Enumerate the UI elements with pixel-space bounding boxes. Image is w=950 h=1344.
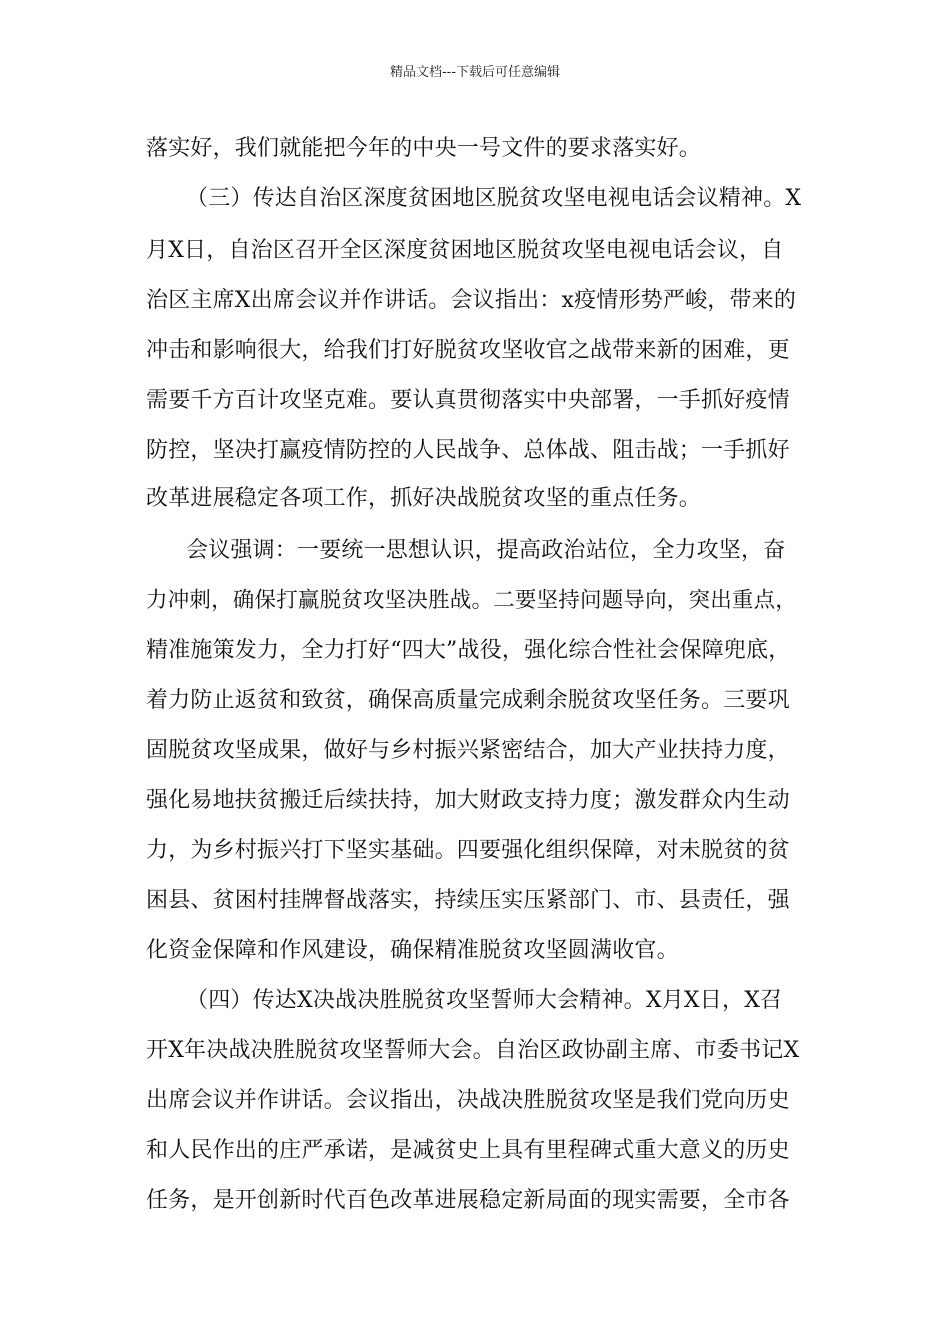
text-line: 月X日，自治区召开全区深度贫困地区脱贫攻坚电视电话会议，自 <box>146 238 784 263</box>
text-line: 着力防止返贫和致贫，确保高质量完成剩余脱贫攻坚任务。三要巩 <box>146 688 790 713</box>
text-line: 强化易地扶贫搬迁后续扶持，加大财政支持力度；激发群众内生动 <box>146 788 790 813</box>
text-line: 需要千方百计攻坚克难。要认真贯彻落实中央部署，一手抓好疫情 <box>146 388 790 413</box>
text-line: 防控，坚决打赢疫情防控的人民战争、总体战、阻击战；一手抓好 <box>146 438 790 463</box>
text-line: （四）传达X决战决胜脱贫攻坚誓师大会精神。X月X日，X召 <box>186 988 783 1013</box>
text-line: 力冲刺，确保打赢脱贫攻坚决胜战。二要坚持问题导向，突出重点， <box>146 588 798 613</box>
text-line: 化资金保障和作风建设，确保精准脱贫攻坚圆满收官。 <box>146 938 679 963</box>
text-line: （三）传达自治区深度贫困地区脱贫攻坚电视电话会议精神。X <box>186 186 802 211</box>
text-line: 和人民作出的庄严承诺，是减贫史上具有里程碑式重大意义的历史 <box>146 1138 790 1163</box>
text-line: 落实好，我们就能把今年的中央一号文件的要求落实好。 <box>146 136 702 161</box>
text-line: 精准施策发力，全力打好“四大”战役，强化综合性社会保障兜底， <box>146 638 791 663</box>
text-line: 出席会议并作讲话。会议指出，决战决胜脱贫攻坚是我们党向历史 <box>146 1088 790 1113</box>
page-header: 精品文档---下载后可任意编辑 <box>389 65 561 80</box>
text-line: 固脱贫攻坚成果，做好与乡村振兴紧密结合，加大产业扶持力度， <box>146 738 790 763</box>
text-line: 改革进展稳定各项工作，抓好决战脱贫攻坚的重点任务。 <box>146 486 702 511</box>
text-line: 困县、贫困村挂牌督战落实，持续压实压紧部门、市、县责任，强 <box>146 888 790 913</box>
text-line: 冲击和影响很大，给我们打好脱贫攻坚收官之战带来新的困难，更 <box>146 338 790 363</box>
text-line: 治区主席X出席会议并作讲话。会议指出：x疫情形势严峻，带来的 <box>146 288 797 313</box>
text-line: 开X年决战决胜脱贫攻坚誓师大会。自治区政协副主席、市委书记X <box>146 1038 800 1063</box>
text-line: 任务，是开创新时代百色改革进展稳定新局面的现实需要，全市各 <box>146 1188 790 1213</box>
text-line: 会议强调：一要统一思想认识，提高政治站位，全力攻坚，奋 <box>186 538 786 563</box>
text-line: 力，为乡村振兴打下坚实基础。四要强化组织保障，对未脱贫的贫 <box>146 838 790 863</box>
